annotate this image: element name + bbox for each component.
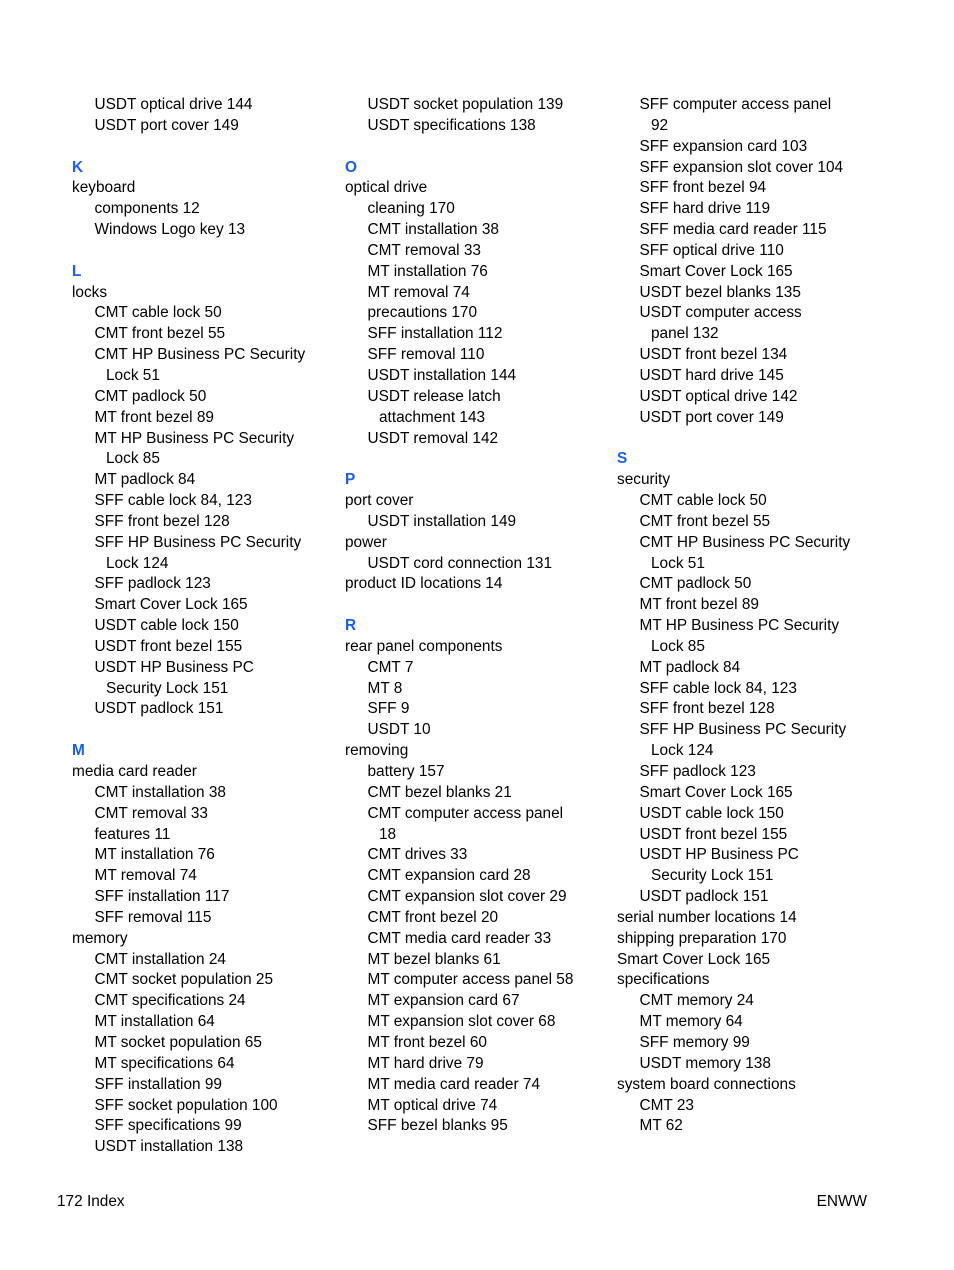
index-subentry: USDT padlock 151 [94, 700, 224, 718]
index-subentry: CMT padlock 50 [94, 387, 207, 405]
index-subentry: CMT 23 [639, 1096, 694, 1114]
index-subentry: MT installation 64 [94, 1013, 215, 1031]
index-subentry: MT HP Business PC Security [94, 429, 295, 447]
index-subentry: MT 8 [367, 679, 403, 697]
index-subentry: Windows Logo key 13 [94, 221, 246, 239]
index-subentry: SFF optical drive 110 [639, 241, 784, 259]
index-subentry: USDT cable lock 150 [639, 804, 784, 822]
index-subentry: MT installation 76 [367, 262, 488, 280]
index-section-letter: P [345, 471, 356, 489]
index-main-entry: locks [72, 283, 108, 301]
index-subentry: CMT front bezel 55 [639, 512, 771, 530]
index-subentry: MT computer access panel 58 [367, 971, 574, 989]
index-subentry: USDT optical drive 142 [639, 387, 798, 405]
index-subentry: features 11 [94, 825, 171, 843]
index-subentry: SFF installation 112 [367, 325, 503, 343]
index-subentry: MT front bezel 89 [639, 596, 759, 614]
index-subentry: CMT memory 24 [639, 992, 754, 1010]
index-subentry: MT optical drive 74 [367, 1096, 498, 1114]
index-subentry: SFF padlock 123 [639, 763, 756, 780]
index-subentry: USDT 10 [367, 721, 431, 739]
index-subentry: SFF specifications 99 [94, 1117, 242, 1135]
index-subentry: SFF HP Business PC Security [639, 721, 847, 739]
index-main-entry: system board connections [617, 1075, 796, 1093]
section-spacer [345, 137, 607, 158]
index-subentry: SFF HP Business PC Security [94, 533, 302, 551]
index-subentry: CMT media card reader 33 [367, 929, 552, 947]
index-subentry: CMT front bezel 20 [367, 908, 499, 926]
index-subentry: Lock 124 [651, 742, 714, 760]
index-subentry: Lock 85 [106, 450, 160, 468]
index-subentry: USDT front bezel 155 [94, 637, 243, 655]
index-main-entry: optical drive [345, 179, 428, 197]
index-subentry: MT expansion slot cover 68 [367, 1013, 556, 1031]
index-main-entry: Smart Cover Lock 165 [617, 950, 771, 968]
index-section-letter: K [72, 158, 84, 176]
index-subentry: SFF front bezel 94 [639, 179, 767, 197]
index-subentry: CMT HP Business PC Security [639, 533, 851, 551]
index-main-entry: serial number locations 14 [617, 908, 797, 926]
section-spacer [617, 429, 879, 450]
index-subentry: attachment 143 [379, 408, 486, 426]
index-subentry: SFF installation 99 [94, 1075, 222, 1093]
section-spacer [72, 720, 334, 741]
index-section-letter: O [345, 158, 357, 176]
index-subentry: 18 [379, 825, 397, 843]
index-column-1 [72, 95, 334, 1158]
index-main-entry: product ID locations 14 [345, 575, 503, 593]
index-column-3 [617, 95, 879, 1137]
index-subentry: USDT hard drive 145 [639, 366, 784, 384]
index-subentry: CMT cable lock 50 [94, 304, 222, 322]
index-subentry: MT bezel blanks 61 [367, 950, 501, 968]
index-subentry: USDT installation 149 [367, 512, 517, 530]
index-subentry: Smart Cover Lock 165 [94, 596, 248, 614]
section-spacer [72, 241, 334, 262]
index-subentry: MT HP Business PC Security [639, 617, 840, 635]
index-subentry: SFF front bezel 128 [639, 700, 775, 718]
index-subentry: USDT padlock 151 [639, 888, 769, 906]
index-subentry: MT removal 74 [367, 283, 470, 301]
index-subentry: Smart Cover Lock 165 [639, 262, 793, 280]
index-subentry: SFF expansion slot cover 104 [639, 158, 844, 176]
index-main-entry: media card reader [72, 763, 197, 780]
index-subentry: SFF media card reader 115 [639, 221, 827, 239]
index-subentry: CMT computer access panel [367, 804, 564, 822]
index-subentry: MT removal 74 [94, 867, 197, 885]
index-subentry: USDT removal 142 [367, 429, 499, 447]
index-subentry: USDT release latch [367, 387, 501, 405]
index-subentry: Lock 124 [106, 554, 169, 572]
index-subentry: SFF bezel blanks 95 [367, 1117, 508, 1135]
index-subentry: 92 [651, 116, 669, 134]
footer-page-label: 172 Index [57, 1193, 125, 1210]
section-spacer [345, 595, 607, 616]
index-subentry: components 12 [94, 200, 200, 218]
index-subentry: battery 157 [367, 763, 445, 780]
section-spacer [72, 137, 334, 158]
index-subentry: MT padlock 84 [639, 658, 741, 676]
index-subentry: CMT expansion slot cover 29 [367, 888, 567, 906]
index-subentry: USDT installation 144 [367, 366, 517, 384]
index-subentry: SFF memory 99 [639, 1033, 750, 1051]
index-main-entry: rear panel components [345, 637, 503, 655]
index-section-letter: L [72, 262, 82, 280]
index-subentry: MT hard drive 79 [367, 1054, 484, 1072]
index-subentry: SFF cable lock 84, 123 [94, 492, 252, 510]
index-subentry: CMT bezel blanks 21 [367, 783, 512, 801]
index-subentry: SFF front bezel 128 [94, 512, 230, 530]
index-subentry: USDT front bezel 155 [639, 825, 788, 843]
index-subentry: MT installation 76 [94, 846, 215, 864]
index-section-letter: M [72, 742, 85, 760]
index-main-entry: keyboard [72, 179, 136, 197]
index-subentry: USDT HP Business PC [639, 846, 799, 864]
index-subentry: SFF installation 117 [94, 888, 230, 906]
index-subentry: MT expansion card 67 [367, 992, 520, 1010]
index-subentry: CMT drives 33 [367, 846, 468, 864]
index-subentry: Smart Cover Lock 165 [639, 783, 793, 801]
index-subentry: USDT port cover 149 [94, 116, 239, 134]
index-main-entry: memory [72, 929, 128, 947]
index-subentry: USDT port cover 149 [639, 408, 784, 426]
index-subentry: SFF removal 110 [367, 346, 485, 364]
index-main-entry: power [345, 533, 387, 551]
index-subentry: MT memory 64 [639, 1013, 743, 1031]
index-subentry: USDT optical drive 144 [94, 96, 253, 113]
index-subentry: USDT computer access [639, 304, 802, 322]
index-section-letter: S [617, 450, 628, 468]
index-subentry: Lock 51 [651, 554, 705, 572]
index-subentry: SFF computer access panel [639, 96, 832, 113]
index-main-entry: removing [345, 742, 409, 760]
index-subentry: Lock 51 [106, 366, 160, 384]
index-subentry: Lock 85 [651, 637, 705, 655]
index-subentry: CMT front bezel 55 [94, 325, 226, 343]
index-subentry: CMT installation 38 [94, 783, 226, 801]
index-subentry: USDT HP Business PC [94, 658, 254, 676]
index-subentry: precautions 170 [367, 304, 478, 322]
index-subentry: USDT socket population 139 [367, 96, 564, 113]
index-subentry: Security Lock 151 [651, 867, 774, 885]
index-subentry: MT socket population 65 [94, 1033, 262, 1051]
index-subentry: USDT cord connection 131 [367, 554, 553, 572]
index-subentry: USDT cable lock 150 [94, 617, 239, 635]
index-main-entry: specifications [617, 971, 710, 989]
index-subentry: panel 132 [651, 325, 719, 343]
section-spacer [345, 449, 607, 470]
index-column-2 [345, 95, 607, 1137]
index-subentry: CMT installation 24 [94, 950, 226, 968]
index-subentry: CMT padlock 50 [639, 575, 752, 593]
index-subentry: cleaning 170 [367, 200, 455, 218]
footer-doc-code: ENWW [816, 1193, 867, 1210]
index-subentry: CMT HP Business PC Security [94, 346, 306, 364]
index-subentry: CMT socket population 25 [94, 971, 274, 989]
index-subentry: MT specifications 64 [94, 1054, 235, 1072]
index-subentry: CMT expansion card 28 [367, 867, 531, 885]
index-subentry: CMT removal 33 [94, 804, 208, 822]
index-subentry: CMT installation 38 [367, 221, 499, 239]
index-subentry: CMT removal 33 [367, 241, 481, 259]
index-subentry: USDT specifications 138 [367, 116, 536, 134]
index-subentry: USDT memory 138 [639, 1054, 771, 1072]
index-subentry: USDT bezel blanks 135 [639, 283, 801, 301]
index-subentry: CMT specifications 24 [94, 992, 246, 1010]
index-subentry: SFF removal 115 [94, 908, 212, 926]
index-subentry: USDT front bezel 134 [639, 346, 788, 364]
index-subentry: MT 62 [639, 1117, 683, 1135]
index-section-letter: R [345, 617, 357, 635]
index-main-entry: security [617, 471, 671, 489]
index-main-entry: shipping preparation 170 [617, 929, 787, 947]
index-subentry: CMT 7 [367, 658, 414, 676]
index-subentry: SFF hard drive 119 [639, 200, 771, 218]
index-subentry: CMT cable lock 50 [639, 492, 767, 510]
index-subentry: Security Lock 151 [106, 679, 229, 697]
index-subentry: MT padlock 84 [94, 471, 196, 489]
index-subentry: SFF padlock 123 [94, 575, 211, 593]
index-subentry: USDT installation 138 [94, 1138, 244, 1156]
index-main-entry: port cover [345, 492, 414, 510]
index-subentry: SFF cable lock 84, 123 [639, 679, 797, 697]
index-subentry: SFF socket population 100 [94, 1096, 278, 1114]
index-subentry: SFF 9 [367, 700, 410, 718]
index-subentry: MT media card reader 74 [367, 1075, 541, 1093]
index-subentry: MT front bezel 60 [367, 1033, 487, 1051]
index-subentry: MT front bezel 89 [94, 408, 214, 426]
index-subentry: SFF expansion card 103 [639, 137, 808, 155]
